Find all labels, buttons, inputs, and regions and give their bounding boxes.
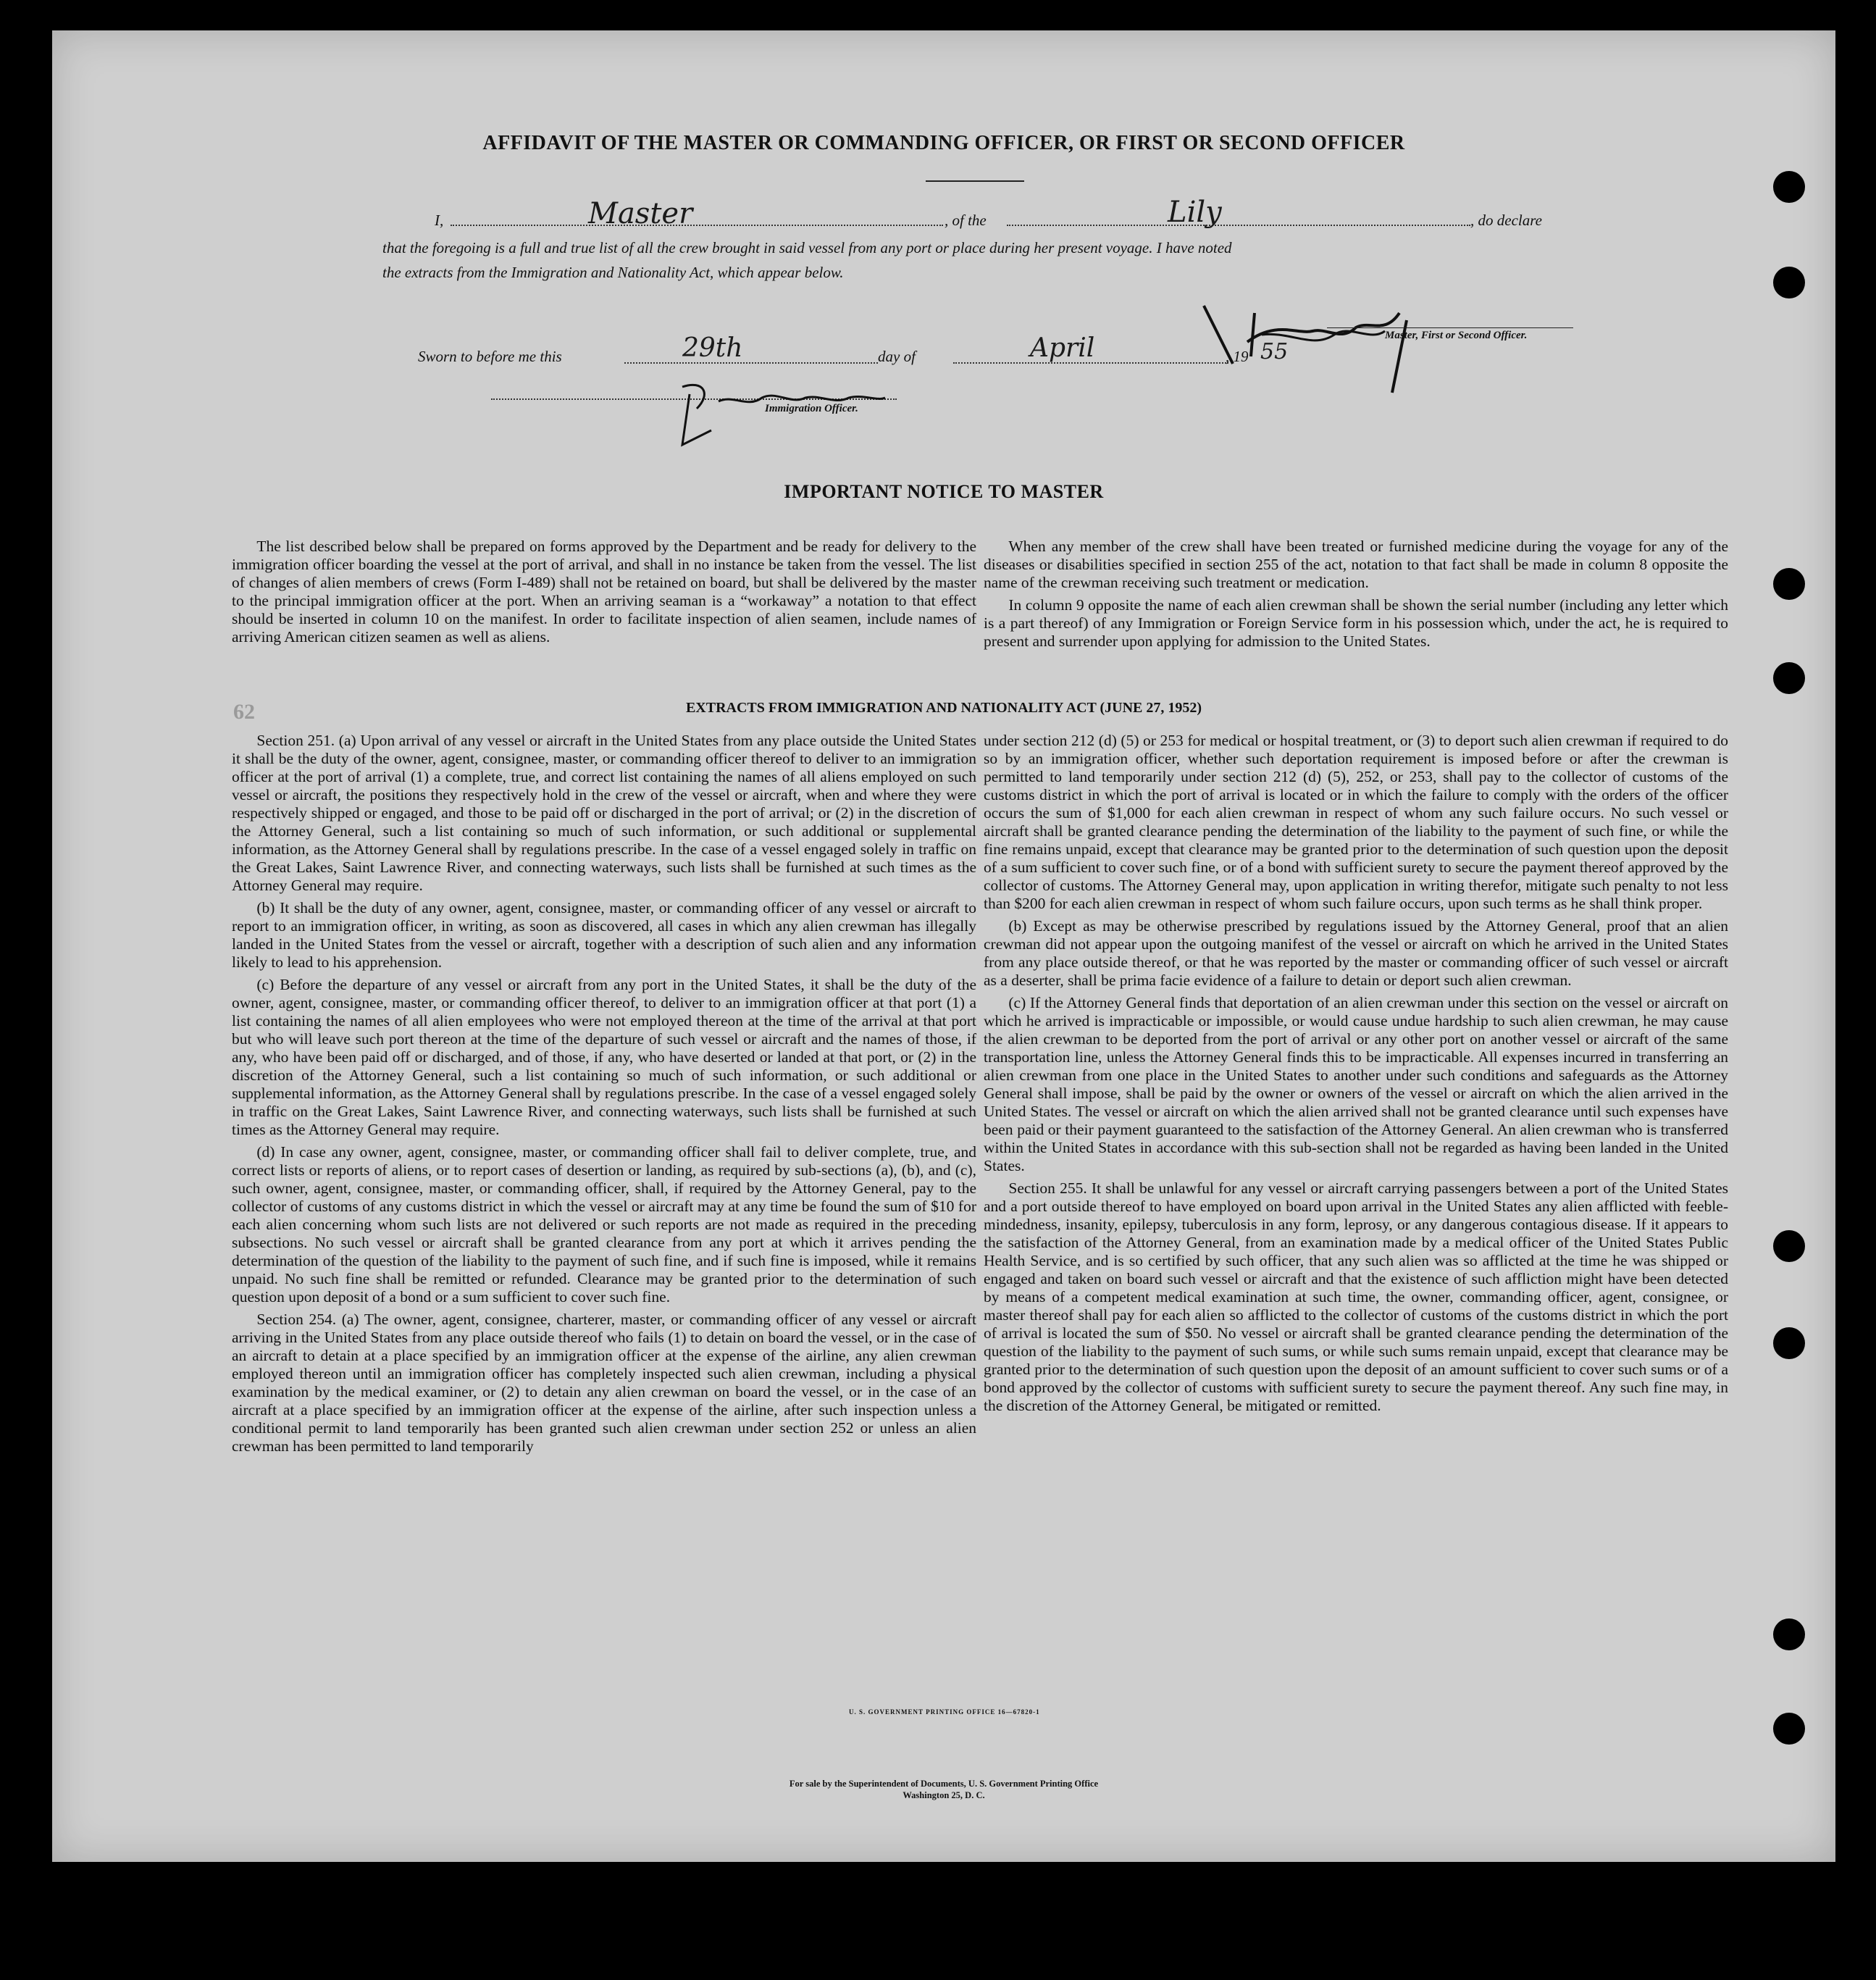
name-line	[451, 225, 943, 226]
page-mark: 62	[233, 700, 255, 724]
section-254-a-continued: under section 212 (d) (5) or 253 for medical or hospital treatment, or (3) to deport such alien crewman if required to do so by an immigration officer, whether such deportation requirement is imposed before or after the crewman is permitted to land temporarily under section 212 (d) (5), 252, or 253, shall pay to the collector of customs of the customs district in which the port of arrival is located or in which the failure to comply with the orders of the officer occurs the sum of $1,000 for each alien crewman in respect of whom any such failure occurs. No such vessel or aircraft shall be granted clearance pending the determination of the liability to the payment of such fine, or while the fine remains unpaid, except that clearance may be granted prior to the determination of such question upon the deposit of a sum sufficient to cover such fine, or of a bond with sufficient surety to secure the payment thereof approved by the collector of customs. The Attorney General may, upon application in writing therefor, mitigate such penalty to not less than $200 for each alien crewman in respect of whom such failure occurs, upon such terms as he shall think proper.	[984, 732, 1728, 912]
sale-notice-line-1: For sale by the Superintendent of Documents, U. S. Government Printing Office	[789, 1779, 1099, 1789]
vessel-line	[1007, 225, 1470, 226]
notice-left-column	[232, 538, 976, 651]
sworn-day-line	[624, 362, 878, 364]
document-page	[52, 30, 1835, 1862]
affidavit-title: AFFIDAVIT OF THE MASTER OR COMMANDING OFFICER, OR FIRST OR SECOND OFFICER	[482, 132, 1405, 154]
declaration-suffix: , do declare	[1470, 212, 1542, 229]
year-prefix: , 19	[1226, 348, 1249, 365]
handwritten-vessel: Lily	[1168, 196, 1222, 229]
declaration-prefix: I,	[435, 212, 444, 229]
notice-right-column	[984, 538, 1728, 655]
punch-hole	[1773, 568, 1805, 600]
sworn-prefix: Sworn to before me this	[418, 348, 562, 365]
sale-notice	[52, 1778, 1835, 1801]
handwritten-day: 29th	[682, 333, 743, 363]
sale-notice-line-2: Washington 25, D. C.	[903, 1790, 985, 1800]
section-251-a: Section 251. (a) Upon arrival of any vessel or aircraft in the United States from any place outside the United States it shall be the duty of the owner, agent, consignee, master, or commanding officer thereof to deliver to an immigration officer at the port of arrival (1) a complete, true, and correct list containing the names of all aliens employed on such vessel or aircraft, the positions they respectively hold in the crew of the vessel or aircraft, when and where they were respectively shipped or engaged, and those to be paid off or discharged in the port of arrival; or (2) in the discretion of the Attorney General, such a list containing so much of such information, or such additional or supplemental information, as the Attorney General shall by regulations prescribe. In the case of a vessel engaged solely in traffic on the Great Lakes, Saint Lawrence River, and connecting waterways, such lists shall be furnished at such times as the Attorney General may require.	[232, 732, 976, 894]
printing-office-mark: U. S. GOVERNMENT PRINTING OFFICE 16—67820-1	[849, 1708, 1040, 1716]
officer-signature-line	[1327, 327, 1573, 328]
section-254-b: (b) Except as may be otherwise prescribed by regulations issued by the Attorney General, proof that an alien crewman did not appear upon the outgoing manifest of the vessel or aircraft on which he arrived in the United States from any place outside thereof, or that he was reported by the master or commanding officer of such vessel or aircraft as a deserter, shall be prima facie evidence of a failure to detain or deport such alien crewman.	[984, 917, 1728, 989]
immigration-officer-caption: Immigration Officer.	[765, 403, 858, 414]
notice-title: IMPORTANT NOTICE TO MASTER	[784, 481, 1104, 502]
extracts-right-column	[984, 732, 1728, 1419]
notice-left-text: The list described below shall be prepared on forms approved by the Department and be ready for delivery to the immigration officer boarding the vessel at the port of arrival, and shall in no instance be taken from the vessel. The list of changes of alien members of crews (Form I-489) shall not be retained on board, but shall be delivered by the master to the principal immigration officer at the port. When an arriving seaman is a “workaway” a notation to that effect should be inserted in column 10 on the manifest. In order to facilitate inspection of alien seamen, include names of arriving American citizen seamen as well as aliens.	[232, 538, 976, 646]
day-of-label: day of	[878, 348, 916, 365]
section-254-c: (c) If the Attorney General finds that deportation of an alien crewman under this section on the vessel or aircraft on which he arrived is impracticable or impossible, or would cause undue hardship to such alien crewman, he may cause the alien crewman to be deported from the port of arrival or any other port on another vessel or aircraft of the same transportation line, unless the Attorney General finds this to be impracticable. All expenses incurred in transferring an alien crewman from one place in the United States to another under such conditions and safeguards as the Attorney General shall impose, shall be paid by the owner or owners of the vessel or aircraft on which the alien arrived in the United States. The vessel or aircraft on which the alien arrived shall not be granted clearance until such expenses have been paid or their payment guaranteed to the satisfaction of the Attorney General. An alien crewman who is transferred within the United States in accordance with this sub-section shall not be regarded as having been landed in the United States.	[984, 994, 1728, 1174]
handwritten-month: April	[1030, 333, 1095, 363]
punch-hole	[1773, 267, 1805, 298]
notice-right-paragraph-1: When any member of the crew shall have been treated or furnished medicine during the voyage for any of the diseases or disabilities specified in section 255 of the act, notation to that fact shall be made in column 8 opposite the name of the crewman receiving such treatment or medication.	[984, 538, 1728, 591]
punch-hole	[1773, 1230, 1805, 1262]
handwritten-year: 55	[1260, 339, 1289, 364]
section-251-d: (d) In case any owner, agent, consignee, master, or commanding officer shall fail to deliver complete, true, and correct lists or reports of aliens, or to report cases of desertion or landing, as required by sub-sections (a), (b), and (c), such owner, agent, consignee, master, or commanding officer, shall, if required by the Attorney General, pay to the collector of customs of any customs district in which the vessel or aircraft may at any time be found the sum of $10 for each alien concerning whom such lists are not delivered or such reports are not made as required in the preceding subsections. No such vessel or aircraft shall be granted clearance from any port at which it arrives pending the determination of the question of the liability to the payment of such fine, and if such fine is imposed, while it remains unpaid. No such fine shall be remitted or refunded. Clearance may be granted prior to the determination of such question upon deposit of a bond or a sum sufficient to cover such fine.	[232, 1143, 976, 1306]
officer-signature	[1168, 291, 1443, 400]
declaration-of: , of the	[945, 212, 987, 229]
punch-hole	[1773, 1327, 1805, 1359]
handwritten-name: Master	[588, 197, 693, 230]
section-251-c: (c) Before the departure of any vessel or aircraft from any port in the United States, it shall be the duty of the owner, agent, consignee, master, or commanding officer thereof, to deliver to an immigration officer at that port (1) a list containing the names of all alien employees who were not employed thereon at the time of the arrival at that port but who will leave such port thereon at the time of the departure of such vessel or aircraft and the names of those, if any, who have been paid off or discharged, and of those, if any, who have deserted or landed at that port, or (2) in the discretion of the Attorney General, such a list containing so much of such information, or such additional or supplemental information, as the Attorney General shall by regulations prescribe. In the case of a vessel engaged solely in traffic on the Great Lakes, Saint Lawrence River, and connecting waterways, such lists shall be furnished at such times as the Attorney General may require.	[232, 976, 976, 1138]
officer-caption: Master, First or Second Officer.	[1385, 330, 1528, 341]
punch-hole	[1773, 171, 1805, 203]
declaration-line-3: the extracts from the Immigration and Nationality Act, which appear below.	[382, 264, 844, 281]
punch-hole	[1773, 1713, 1805, 1745]
notice-right-paragraph-2: In column 9 opposite the name of each alien crewman shall be shown the serial number (including any letter which is a part thereof) of any Immigration or Foreign Service form in his possession which, under the act, he is required to present and surrender upon applying for admission to the United States.	[984, 596, 1728, 650]
extracts-title: EXTRACTS FROM IMMIGRATION AND NATIONALITY ACT (JUNE 27, 1952)	[685, 700, 1202, 716]
punch-hole	[1773, 1618, 1805, 1650]
section-255: Section 255. It shall be unlawful for any vessel or aircraft carrying passengers between a port of the United States and a port outside thereof to have employed on board upon arrival in the United States any alien afflicted with feeble-mindedness, insanity, epilepsy, tuberculosis in any form, leprosy, or any dangerous contagious disease. If it appears to the satisfaction of the Attorney General, from an examination made by a medical officer of the United States Public Health Service, and is so certified by such officer, that any such alien was so afflicted at the time he was shipped or engaged and taken on board such vessel or aircraft and that the existence of such affliction might have been detected by means of a competent medical examination at such time, the owner, commanding officer, agent, consignee, or master thereof shall pay for each alien so afflicted to the collector of customs of the customs district in which the port of arrival is located the sum of $50. No vessel or aircraft shall be granted clearance pending the determination of the question of the liability to the payment of such sums, or while such sums remain unpaid, except that clearance may be granted prior to the determination of such question upon the deposit of an amount sufficient to cover such sums or of a bond approved by the collector of customs with sufficient surety to secure the payment thereof. Any such fine may, in the discretion of the Attorney General, be mitigated or remitted.	[984, 1179, 1728, 1414]
declaration-line-2: that the foregoing is a full and true list of all the crew brought in said vessel from any port or place during her present voyage. I have noted	[382, 239, 1232, 256]
section-254-a: Section 254. (a) The owner, agent, consignee, charterer, master, or commanding officer of any vessel or aircraft arriving in the United States from any place outside thereof who fails (1) to detain on board the vessel, or in the case of an aircraft to detain at a place specified by an immigration officer at the expense of the airline, any alien crewman employed thereon until an immigration officer has completely inspected such alien crewman, including a physical examination by the medical examiner, or (2) to detain any alien crewman on board the vessel, or in the case of an aircraft at a place specified by an immigration officer at the expense of the airline, after such inspection unless a conditional permit to land temporarily has been granted such alien crewman under section 252 or unless an alien crewman has been permitted to land temporarily	[232, 1311, 976, 1455]
punch-hole	[1773, 662, 1805, 694]
title-rule	[926, 180, 1024, 182]
section-251-b: (b) It shall be the duty of any owner, agent, consignee, master, or commanding officer of any vessel or aircraft to report to an immigration officer, in writing, as soon as discovered, all cases in which any alien crewman has illegally landed in the United States from the vessel or aircraft, together with a description of such alien and any information likely to lead to his apprehension.	[232, 899, 976, 971]
extracts-left-column	[232, 732, 976, 1460]
